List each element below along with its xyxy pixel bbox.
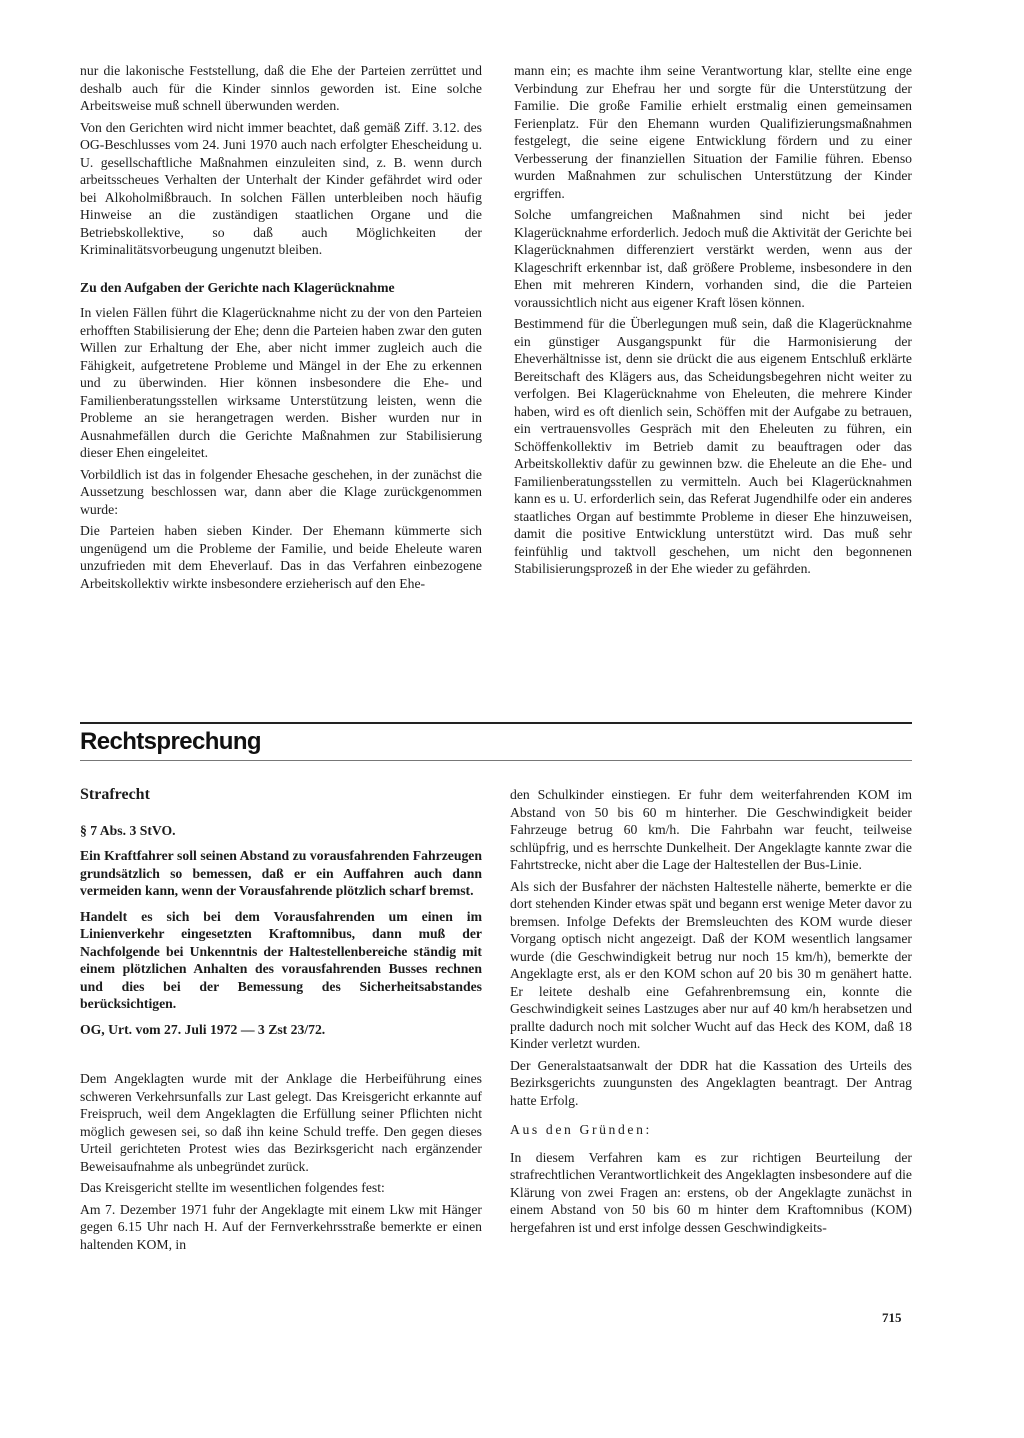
upper-right-column	[514, 62, 912, 582]
paragraph: Von den Gerichten wird nicht immer beachtet, daß gemäß Ziff. 3.12. des OG-Beschlusses vom 24. Juni 1970 auch nach erfolgter Ehescheidung u. U. gesellschaftliche Maßnahmen einzuleiten sind, z. B. wenn durch arbeitsscheues Verhalten der Unterhalt der Kinder gefährdet wird oder bei Alkoholmißbrauch. In solchen Fällen unterbleiben noch häufig Hinweise an die zuständigen staatlichen Organe und die Betriebskollektive, so daß auch Möglichkeiten der Kriminalitätsvorbeugung ungenutzt bleiben.	[80, 119, 482, 257]
paragraph: Die Parteien haben sieben Kinder. Der Ehemann kümmerte sich ungenügend um die Probleme der Familie, und beide Eheleute waren unzufrieden mit dem Eheverlauf. Das in das Verfahren einbezogene Arbeitskollektiv wirkte insbesondere erzieherisch auf den Ehe-	[80, 523, 482, 591]
subsection-title: Strafrecht	[80, 786, 150, 803]
paragraph: nur die lakonische Feststellung, daß die Ehe der Parteien zerrüttet und deshalb auch für die Kinder sinnlos geworden ist. Eine solche Arbeitsweise muß schnell überwunden werden.	[80, 63, 482, 113]
paragraph: Dem Angeklagten wurde mit der Anklage die Herbeiführung eines schweren Verkehrsunfalls zur Last gelegt. Das Kreisgericht erkannte auf Freispruch, weil dem Angeklagten die Erfüllung seiner Pflichten nicht möglich gewesen sei, so daß ihn keine Schuld treffe. Den gegen dieses Urteil gerichteten Protest wies das Bezirksgericht nach ergänzender Beweisaufnahme als unbegründet zurück.	[80, 1071, 482, 1174]
paragraph: Das Kreisgericht stellte im wesentlichen folgendes fest:	[80, 1180, 385, 1195]
section-divider	[80, 722, 912, 724]
paragraph: Solche umfangreichen Maßnahmen sind nicht bei jeder Klagerücknahme erforderlich. Jedoch muß die Aktivität der Gerichte bei Klagerücknahmen differenziert verstärkt werden, wenn aus der Klageschrift erkennbar ist, daß größere Probleme, insbesondere in den Ehen mit mehreren Kindern, vorhanden sind, die die Parteien voraussichtlich nicht aus eigener Kraft lösen können.	[514, 207, 912, 310]
paragraph: Am 7. Dezember 1971 fuhr der Angeklagte mit einem Lkw mit Hänger gegen 6.15 Uhr nach H. Auf der Fernverkehrsstraße bemerkte er einen haltenden KOM, in	[80, 1201, 482, 1252]
paragraph: mann ein; es machte ihm seine Verantwortung klar, stellte eine enge Verbindung zur Ehefrau her und sorgte für die Unterstützung der Familie. Die große Familie erhielt erstmalig einen gemeinsamen Ferienplatz. Für den Ehemann wurden Qualifizierungsmaßnahmen festgelegt, die seine eigene Entwicklung fördern und zu einer Verbesserung der finanziellen Situation der Familie führen. Ebenso wurden Maßnahmen zur schulischen Unterstützung der Kinder ergriffen.	[514, 63, 912, 201]
court-citation: OG, Urt. vom 27. Juli 1972 — 3 Zst 23/72.	[80, 1021, 326, 1037]
paragraph: Der Generalstaatsanwalt der DDR hat die Kassation des Urteils des Bezirksgerichts zuungunsten des Angeklagten beantragt. Der Antrag hatte Erfolg.	[510, 1057, 912, 1108]
paragraph: In diesem Verfahren kam es zur richtigen Beurteilung der strafrechtlichen Verantwortlichkeit des Angeklagten insbesondere auf die Klärung von zwei Fragen an: erstens, ob der Angeklagte zunächst in einem Abstand von 50 bis 60 m hinter dem Kraftomnibus (KOM) hergefahren ist und erst infolge dessen Geschwindigkeits-	[510, 1149, 912, 1235]
section-title: Rechtsprechung	[80, 728, 261, 755]
lower-right-column	[510, 786, 912, 1240]
headnote: Handelt es sich bei dem Vorausfahrenden um einen im Linienverkehr eingesetzten Kraftomnibus, dann muß der Nachfolgende bei Unkenntnis der Haltestellenbereiche ständig mit einem plötzlichen Anhalten des vorausfahrenden Busses rechnen und dies bei der Bemessung des Sicherheitsabstandes berücksichtigen.	[80, 908, 482, 1011]
paragraph: Vorbildlich ist das in folgender Ehesache geschehen, in der zunächst die Aussetzung beschlossen war, dann aber die Klage zurückgenommen wurde:	[80, 466, 482, 517]
grounds-heading: Aus den Gründen:	[510, 1122, 652, 1137]
page-number: 715	[882, 1310, 902, 1325]
lower-left-column	[80, 786, 482, 1257]
paragraph: Bestimmend für die Überlegungen muß sein, daß die Klagerücknahme ein günstiger Ausgangspunkt für die Harmonisierung der Eheverhältnisse ist, denn sie drückt die aus eigenem Entschluß erklärte Bereitschaft des Klägers aus, das Scheidungsbegehren nicht weiter zu verfolgen. Bei Klagerücknahme von Eheleuten, die mehrere Kinder haben, wird es oft dienlich sein, Schöffen mit der Aufgabe zu betrauen, ein vertrauensvolles Gespräch mit den Eheleuten zu führen, ein Schöffenkollektiv im Betrieb damit zu beauftragen oder das Arbeitskollektiv dafür zu gewinnen bzw. die Eheleute an die Ehe- und Familienberatungsstellen zu vermitteln. Auch bei Klagerücknahmen kann es u. U. erforderlich sein, das Referat Jugendhilfe oder ein anderes staatliches Organ auf bestimmte Probleme in dieser Ehe hinzuweisen, damit die positive Entwicklung unterstützt wird. Das muß sehr feinfühlig und taktvoll geschehen, um nicht den begonnenen Stabilisierungsprozeß in der Ehe wieder zu gefährden.	[514, 316, 912, 576]
legal-reference: § 7 Abs. 3 StVO.	[80, 822, 176, 838]
paragraph: Als sich der Busfahrer der nächsten Haltestelle näherte, bemerkte er die dort stehenden Kinder etwas spät und begann erst wenige Meter davor zu bremsen. Infolge Defekts der Bremsleuchten des KOM wurde dieser Vorgang optisch nicht angezeigt. Daß der KOM wesentlich langsamer wurde (die Geschwindigkeit betrug nur noch 15 km/h), bemerkte der Angeklagte erst, als er den KOM schon auf 20 bis 30 m genähert hatte. Er leitete deshalb eine Gefahrenbremsung ein, konnte die Geschwindigkeit seines Lastzuges aber nur auf 40 km/h herabsetzen und prallte dadurch noch mit solcher Wucht auf das Heck des KOM, daß 18 Kinder verletzt wurden.	[510, 878, 912, 1051]
section-underline	[80, 760, 912, 761]
subheading: Zu den Aufgaben der Gerichte nach Klagerücknahme	[80, 279, 395, 295]
upper-left-column	[80, 62, 482, 596]
paragraph: den Schulkinder einstiegen. Er fuhr dem weiterfahrenden KOM im Abstand von 50 bis 60 m hinterher. Die Geschwindigkeit beider Fahrzeuge betrug 60 km/h. Die Fahrbahn war feucht, teilweise schlüpfrig, und es herrschte Dunkelheit. Der Angeklagte kannte zwar die Fahrtstrecke, nicht aber die Lage der Haltestellen der Bus-Linie.	[510, 787, 912, 872]
headnote: Ein Kraftfahrer soll seinen Abstand zu vorausfahrenden Fahrzeugen grundsätzlich so bemessen, daß er ein Auffahren auch dann vermeiden kann, wenn der Vorausfahrende plötzlich scharf bremst.	[80, 848, 482, 898]
paragraph: In vielen Fällen führt die Klagerücknahme nicht zu der von den Parteien erhofften Stabilisierung der Ehe; denn die Parteien haben zwar den guten Willen zur Erhaltung der Ehe, aber nicht immer zugleich auch die Fähigkeit, aufgetretene Probleme und Mängel in der Ehe zu erkennen und zu überwinden. Hier können insbesondere die Ehe- und Familienberatungsstellen wirksame Unterstützung leisten, wenn die Probleme an sie herangetragen werden. Bisher wurden nur in Ausnahmefällen durch die Gerichte Maßnahmen zur Stabilisierung dieser Ehen eingeleitet.	[80, 305, 482, 460]
